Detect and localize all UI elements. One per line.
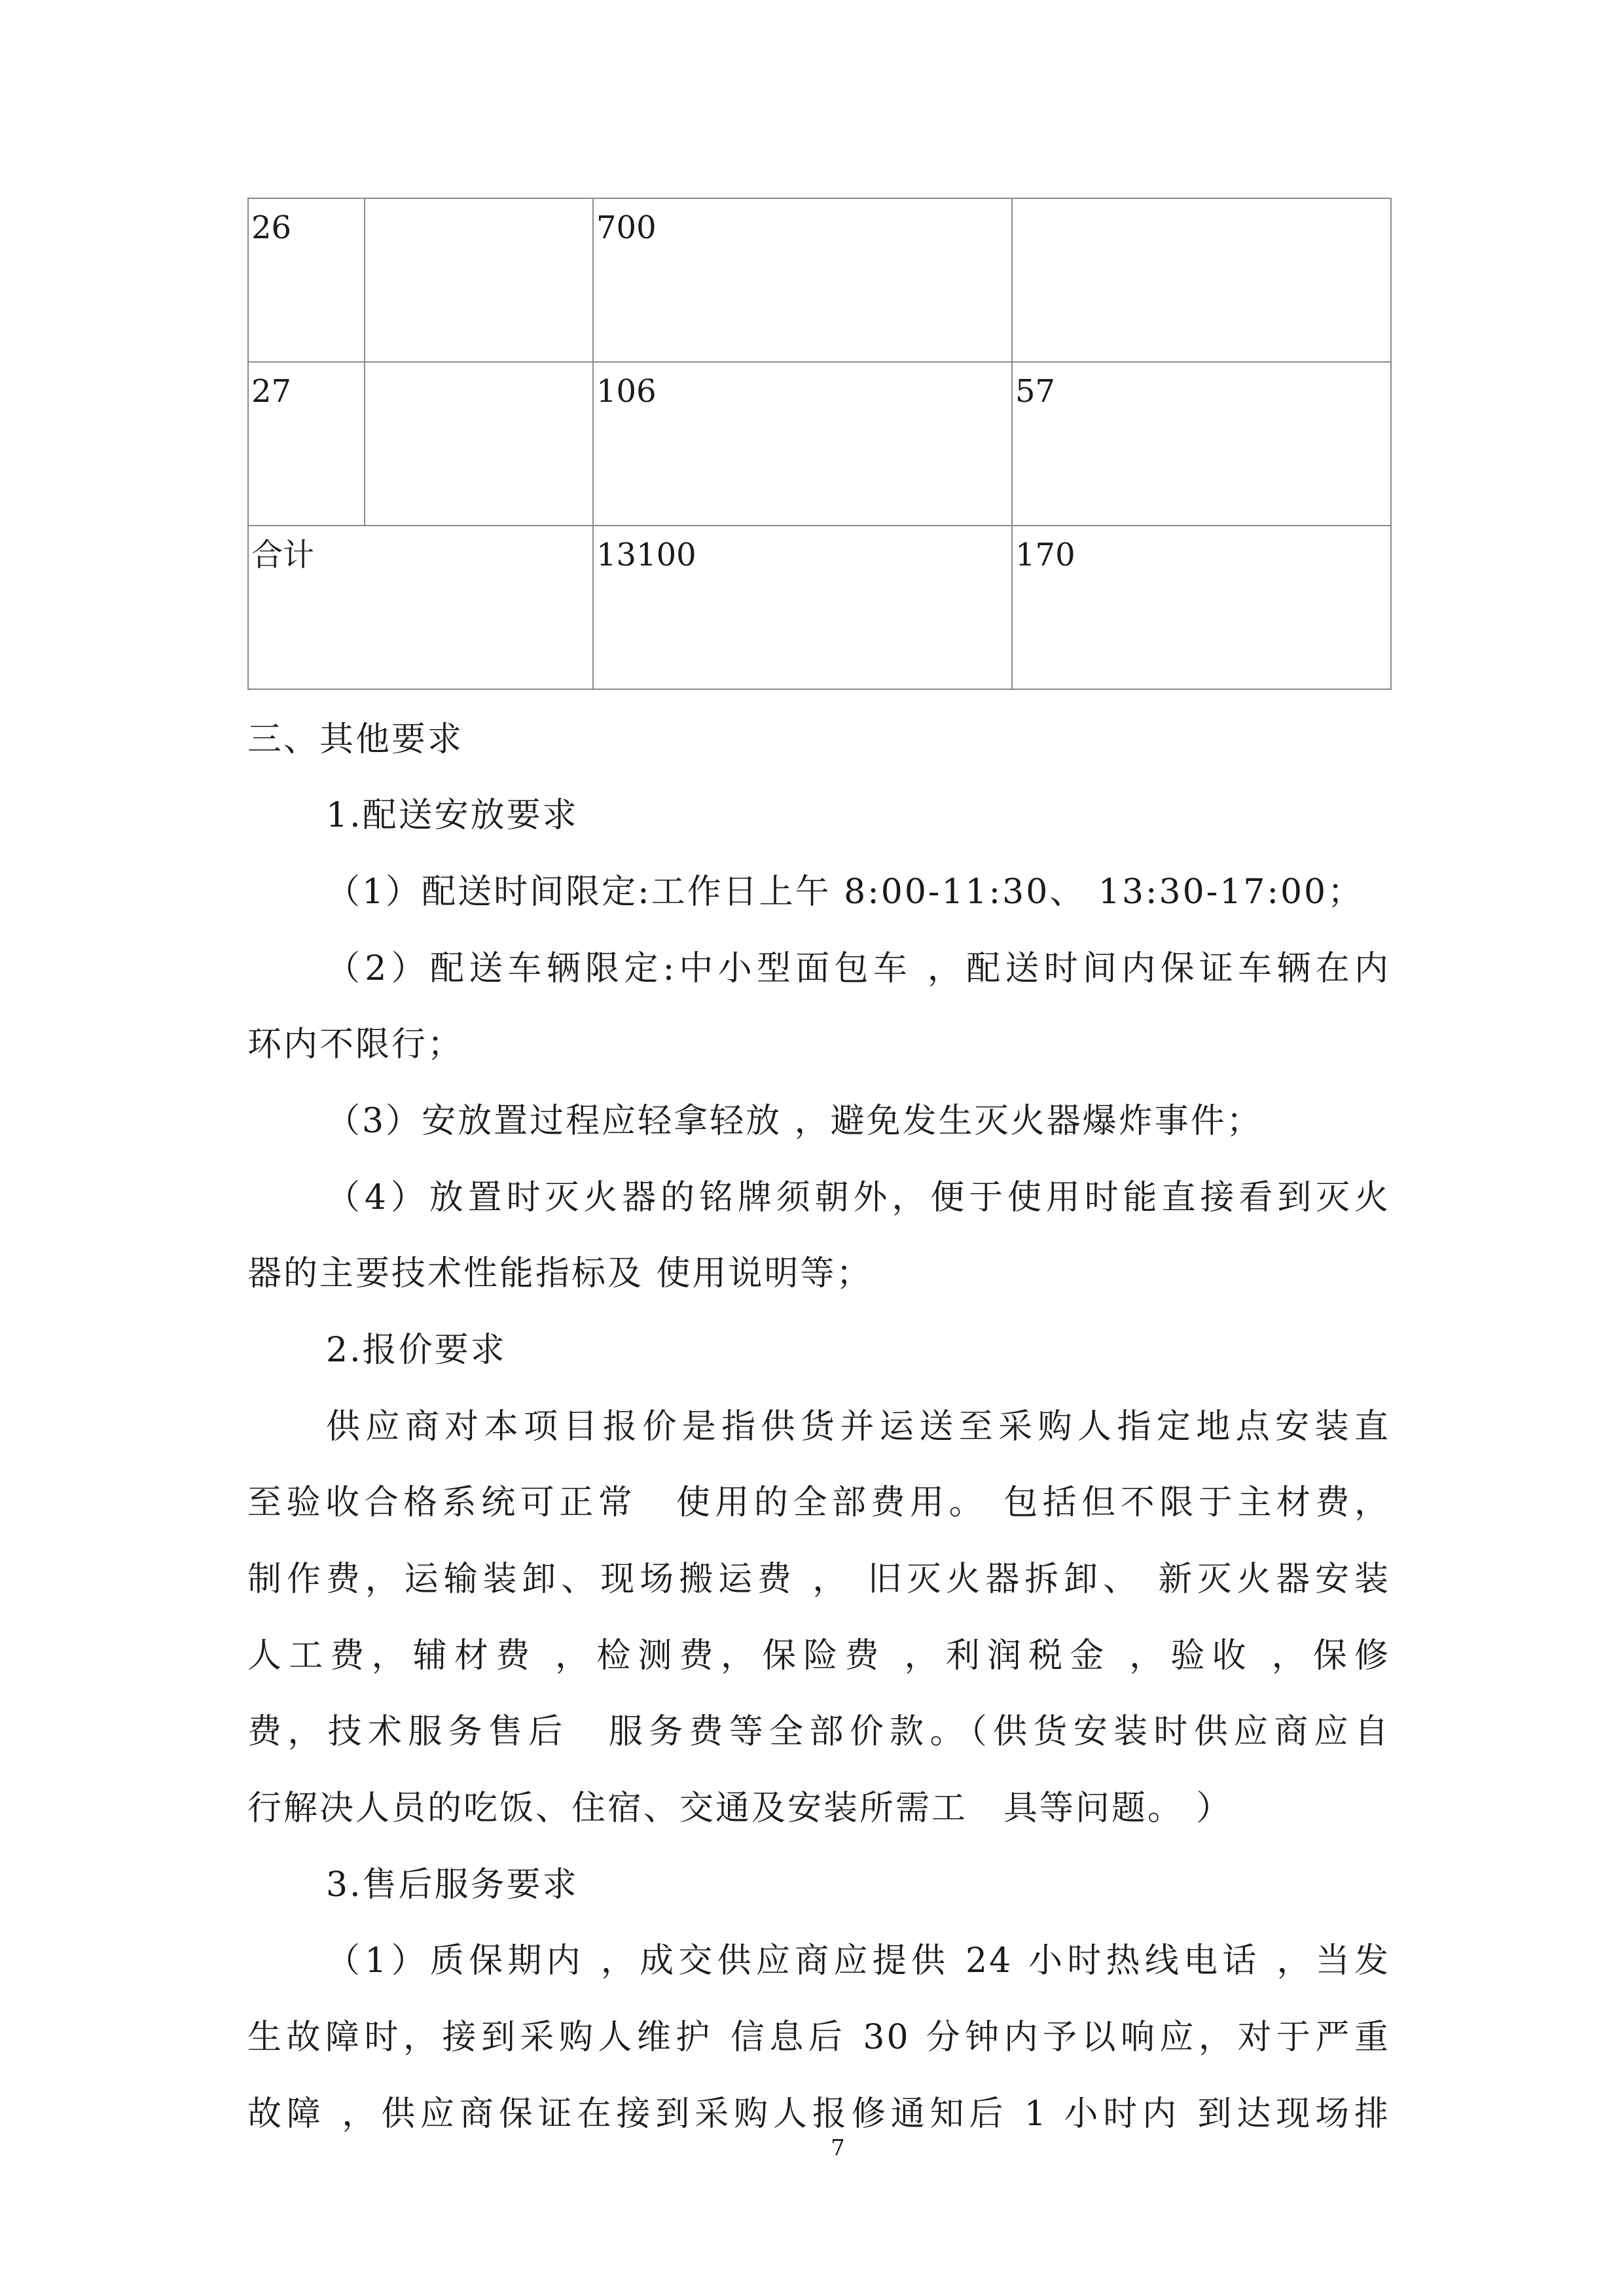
subsection-title-quote: 2.报价要求: [326, 1331, 507, 1370]
quote-paragraph-line-6: 行解决人员的吃饭、住宿、交通及安装所需工 具等问题。 ）: [247, 1789, 1233, 1828]
table-cell-extra: [1012, 198, 1391, 362]
table-cell-total-quantity: 13100: [593, 526, 1012, 689]
table-cell-index: 27: [248, 362, 365, 526]
after-sales-item-1-line-2: 生故障时，接到采购人维护 信息后 30 分钟内予以响应，对于严重: [247, 2018, 1390, 2057]
table-cell-total-label: 合计: [248, 526, 593, 689]
section-title: 三、其他要求: [247, 720, 464, 759]
table-cell-total-extra: 170: [1012, 526, 1391, 689]
quote-paragraph-line-4: 人工费，辅材费 ，检测费，保险费 ，利润税金 ，验收 ，保修: [247, 1636, 1390, 1676]
after-sales-item-1-line-3: 故障 ，供应商保证在接到采购人报修通知后 1 小时内 到达现场排: [247, 2094, 1390, 2134]
after-sales-item-1-line-1: （1）质保期内 ，成交供应商应提供 24 小时热线电话 ，当发: [326, 1941, 1390, 1981]
table-total-row: [248, 526, 1391, 689]
table-cell-index: 26: [248, 198, 365, 362]
delivery-item-4-line-2: 器的主要技术性能指标及 使用说明等；: [247, 1254, 873, 1293]
subsection-title-after-sales: 3.售后服务要求: [326, 1865, 579, 1905]
delivery-item-2-line-1: （2）配送车辆限定:中小型面包车 ，配送时间内保证车辆在内: [326, 949, 1390, 988]
table-cell-quantity: 700: [593, 198, 1012, 362]
table-cell-extra: 57: [1012, 362, 1391, 526]
table-row: [248, 198, 1391, 362]
quantity-table: [247, 198, 1392, 690]
quote-paragraph-line-5: 费，技术服务售后 服务费等全部价款。（供货安装时供应商应自: [247, 1712, 1390, 1751]
delivery-item-2-line-2: 环内不限行；: [247, 1025, 464, 1064]
subsection-title-delivery: 1.配送安放要求: [326, 796, 579, 835]
table-row: [248, 362, 1391, 526]
delivery-item-4-line-1: （4）放置时灭火器的铭牌须朝外，便于使用时能直接看到灭火: [326, 1178, 1390, 1217]
page-number: 7: [831, 2135, 845, 2161]
table-cell-quantity: 106: [593, 362, 1012, 526]
quote-paragraph-line-2: 至验收合格系统可正常 使用的全部费用。 包括但不限于主材费，: [247, 1483, 1390, 1522]
delivery-item-1: （1）配送时间限定:工作日上午 8:00-11:30、 13:30-17:00；: [326, 872, 1364, 912]
delivery-item-3: （3）安放置过程应轻拿轻放 ，避免发生灭火器爆炸事件；: [326, 1102, 1263, 1141]
quote-paragraph-line-3: 制作费，运输装卸、现场搬运费 ， 旧灭火器拆卸、 新灭火器安装: [247, 1560, 1390, 1599]
quote-paragraph-line-1: 供应商对本项目报价是指供货并运送至采购人指定地点安装直: [326, 1407, 1390, 1446]
table-cell-name: [365, 362, 593, 526]
table-cell-name: [365, 198, 593, 362]
